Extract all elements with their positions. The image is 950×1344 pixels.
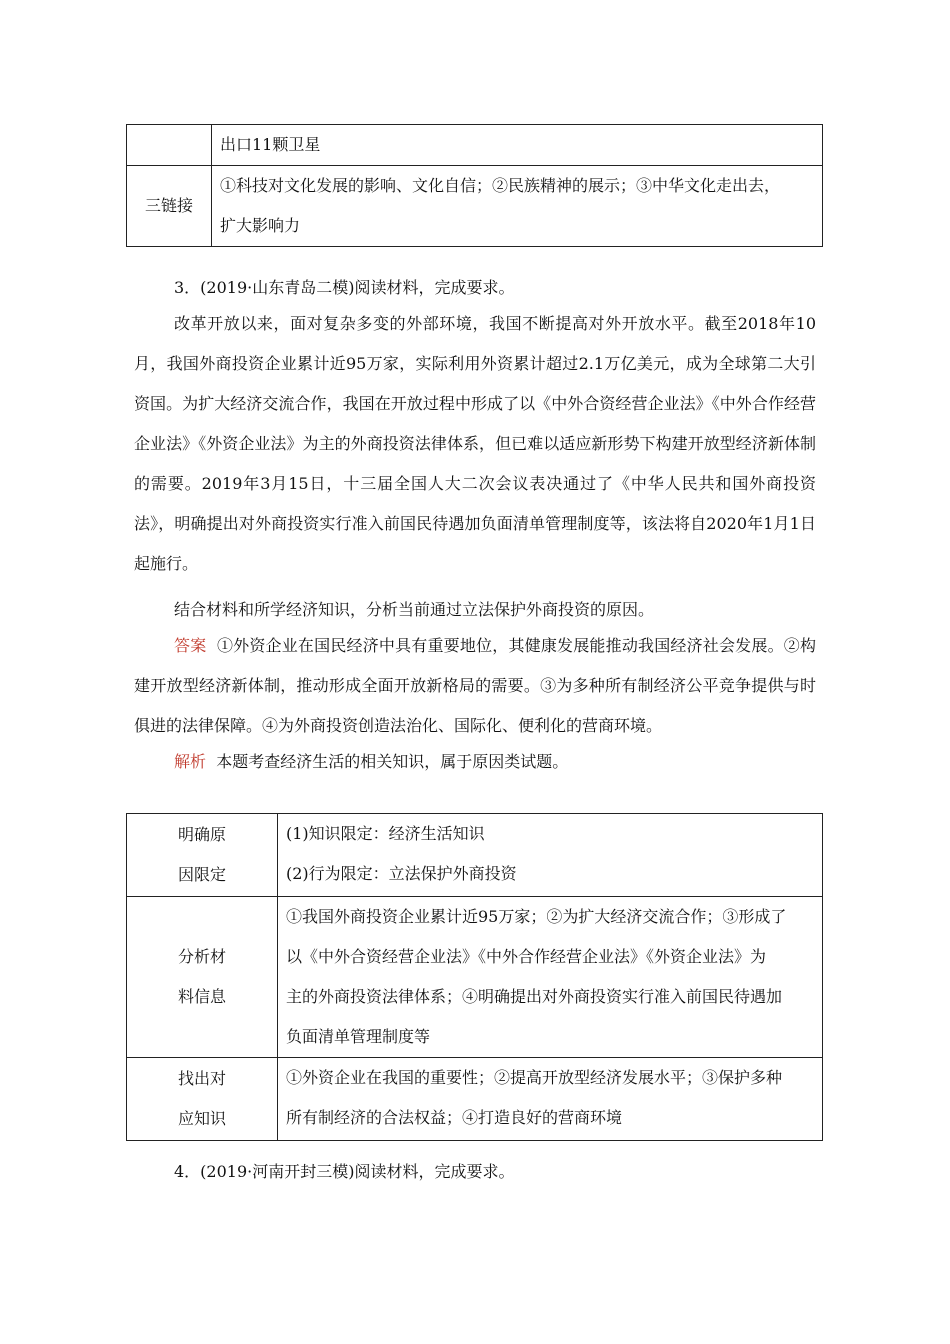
cell-line: ①我国外商投资企业累计近95万家；②为扩大经济交流合作；③形成了 xyxy=(286,907,787,926)
table-row xyxy=(127,125,823,166)
analysis-label: 解析 xyxy=(174,752,207,771)
table-row xyxy=(127,814,823,897)
cell-line: 主的外商投资法律体系；④明确提出对外商投资实行准入前国民待遇加 xyxy=(286,987,783,1006)
cell-line: 出口11颗卫星 xyxy=(220,135,321,154)
material-line: 制度等，该法将自2020年1月1日起施行。 xyxy=(134,514,816,573)
material-line: 《中华人民共和国外商投资法》，明确提出对外商投资实行准入前国民待遇加负面清单管理 xyxy=(134,474,816,533)
question-3-analysis xyxy=(134,742,816,782)
cell-line: ①科技对文化发展的影响、文化自信；②民族精神的展示；③中华文化走出去， xyxy=(220,176,781,195)
cell-line: ①外资企业在我国的重要性；②提高开放型经济发展水平；③保护多种 xyxy=(286,1068,783,1087)
table-cell-label xyxy=(127,814,278,897)
material-line: 构建开放型经济新体制的需要。2019年3月15日，十三届全国人大二次会议表决通过了 xyxy=(134,434,816,493)
summary-table-top xyxy=(126,124,823,247)
cell-line: 所有制经济的合法权益；④打造良好的营商环境 xyxy=(286,1108,623,1127)
table-cell-content xyxy=(278,814,823,897)
cell-line: 明确原 xyxy=(177,825,226,844)
table-cell-label xyxy=(127,897,278,1058)
table-cell-content xyxy=(212,166,823,247)
material-line: 10月，我国外商投资企业累计近95万家，实际利用外资累计超过2.1万亿美元，成为全球 xyxy=(134,314,816,373)
answer-line: 提供与时俱进的法律保障。④为外商投资创造法治化、国际化、便利化的营商环境。 xyxy=(134,676,816,735)
table-cell-content xyxy=(278,897,823,1058)
cell-line: 找出对 xyxy=(177,1069,226,1088)
question-3-answer xyxy=(134,626,816,746)
table-cell-content xyxy=(278,1058,823,1141)
cell-line: 料信息 xyxy=(177,987,226,1006)
question-3-title: 3．(2019·山东青岛二模)阅读材料，完成要求。 xyxy=(174,278,515,297)
material-line: 第二大引资国。为扩大经济交流合作，我国在开放过程中形成了以《中外合资经营企业法》 xyxy=(134,354,816,413)
question-4-title: 4．(2019·河南开封三模)阅读材料，完成要求。 xyxy=(174,1162,515,1181)
answer-line: ②构建开放型经济新体制，推动形成全面开放新格局的需要。③为多种所有制经济公平竞争 xyxy=(134,636,816,695)
table-cell-content xyxy=(212,125,823,166)
material-line: 改革开放以来，面对复杂多变的外部环境，我国不断提高对外开放水平。截至2018年 xyxy=(174,314,796,333)
question-3-material xyxy=(134,304,816,584)
table-cell-label xyxy=(127,125,212,166)
cell-line: 应知识 xyxy=(177,1109,226,1128)
question-3-prompt: 结合材料和所学经济知识，分析当前通过立法保护外商投资的原因。 xyxy=(174,600,655,619)
table-row xyxy=(127,1058,823,1141)
table-cell-label: 三链接 xyxy=(127,166,212,247)
analysis-table xyxy=(126,813,823,1141)
table-row xyxy=(127,897,823,1058)
analysis-text: 本题考查经济生活的相关知识，属于原因类试题。 xyxy=(216,752,569,771)
table-cell-label xyxy=(127,1058,278,1141)
cell-line: 负面清单管理制度等 xyxy=(286,1027,431,1046)
cell-line: 分析材 xyxy=(177,947,226,966)
cell-line: (1)知识限定：经济生活知识 xyxy=(286,824,485,843)
table-row xyxy=(127,166,823,247)
cell-line: (2)行为限定：立法保护外商投资 xyxy=(286,864,517,883)
answer-label: 答案 xyxy=(174,636,207,655)
cell-line: 扩大影响力 xyxy=(220,216,301,235)
cell-line: 因限定 xyxy=(177,865,226,884)
answer-line: ①外资企业在国民经济中具有重要地位，其健康发展能推动我国经济社会发展。 xyxy=(216,636,784,655)
material-line: 《中外合作经营企业法》《外资企业法》为主的外商投资法律体系，但已难以适应新形势下 xyxy=(134,394,816,453)
cell-line: 以《中外合资经营企业法》《中外合作经营企业法》《外资企业法》为 xyxy=(286,947,767,966)
